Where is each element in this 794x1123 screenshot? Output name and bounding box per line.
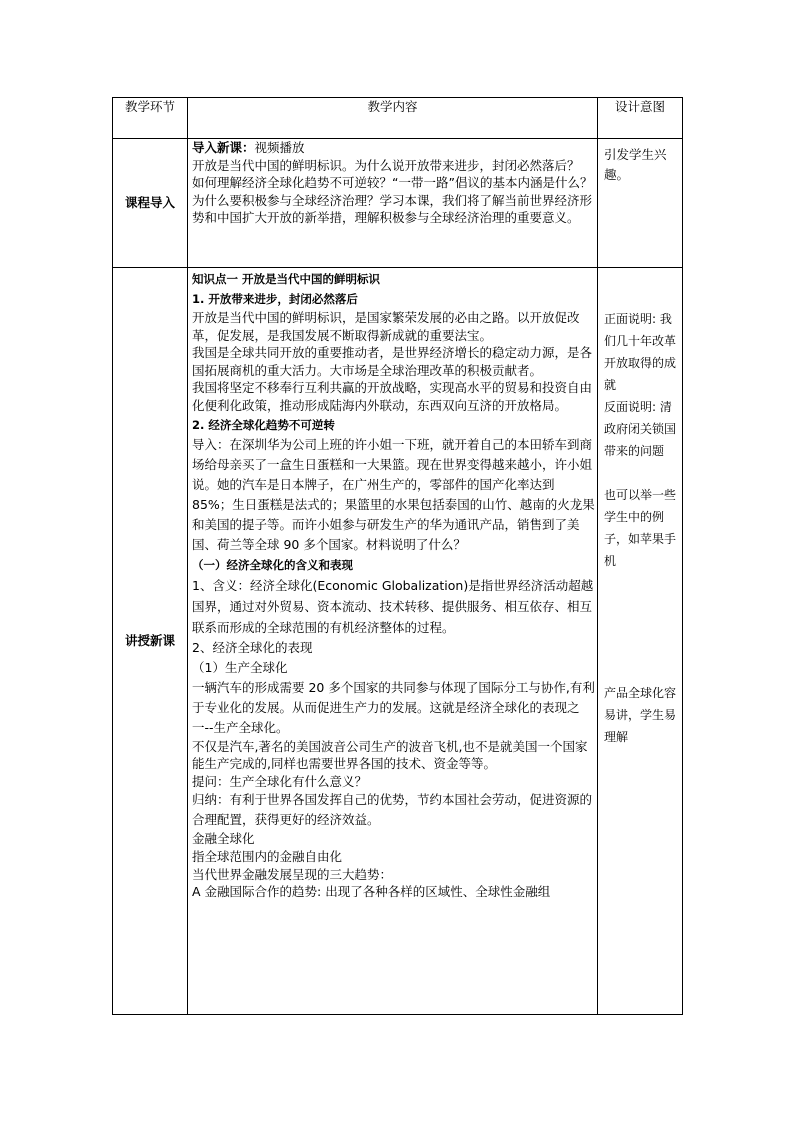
paragraph-14: 当代世界金融发展呈现的三大趋势： [192,866,393,882]
header-design-intent: 设计意图 [598,98,683,139]
lecture-intent-cell [598,268,683,1015]
paragraph-7: （1）生产全球化 [192,659,288,675]
intro-section-label: 课程导入 [113,139,188,268]
paragraph-9: 不仅是汽车,著名的美国波音公司生产的波音飞机,也不是就美国一个国家能生产完成的,同样也需要世界各国的技术、资金等等。 [192,738,588,772]
header-teaching-stage: 教学环节 [113,98,188,139]
paragraph-4: 导入：在深圳华为公司上班的许小姐一下班，就开着自己的本田轿车到商场给母亲买了一盒生日蛋糕和一大果篮。现在世界变得越来越小，许小姐说。她的汽车是日本牌子，在广州生产的，零部件的国产化率达到 85%；生日蛋糕是法式的；果篮里的水果包括泰国的山竹、越南的火龙果和美国的提子等。而许小姐参与研发生产的华为通讯产品，销售到了美国、荷兰等全球 90 多个国家。材料说明了什么？ [192,436,595,552]
intro-row [113,139,683,268]
paragraph-8: 一辆汽车的形成需要 20 多个国家的共同参与体现了国际分工与协作,有利于专业化的发展。从而促进生产力的发展。这就是经济全球化的表现之一--生产全球化。 [192,679,595,735]
paragraph-3: 我国将坚定不移奉行互利共赢的开放战略，实现高水平的贸易和投资自由化便利化政策，推动形成陆海内外联动，东西双向互济的开放格局。 [192,380,593,413]
intro-intent: 引发学生兴趣。 [604,147,667,182]
heading-3: （一）经济全球化的含义和表现 [192,557,353,572]
heading-2: 2. 经济全球化趋势不可逆转 [192,417,335,432]
intent-negative: 反面说明: 清政府闭关锁国带来的问题 [604,400,677,458]
paragraph-13: 指全球范围内的金融自由化 [192,848,343,864]
paragraph-6: 2、经济全球化的表现 [192,639,313,655]
paragraph-11: 归纳：有利于世界各国发挥自己的优势，节约本国社会劳动，促进资源的合理配置，获得更好的经济效益。 [192,792,593,828]
intro-lead-bold: 导入新课： [192,140,255,155]
knowledge-point-1: 知识点一 开放是当代中国的鲜明标识 [192,272,381,286]
heading-1: 1. 开放带来进步，封闭必然落后 [192,292,358,306]
lecture-section-label: 讲授新课 [113,268,188,1015]
paragraph-10: 提问：生产全球化有什么意义？ [192,773,368,789]
intent-product: 产品全球化容易讲，学生易理解 [604,686,677,744]
intro-lead-rest: 视频播放 [254,140,305,155]
intent-positive: 正面说明: 我们几十年改革开放取得的成就 [604,312,677,392]
intro-line-2: 如何理解经济全球化趋势不可逆较？“一带一路”倡议的基本内涵是什么？为什么要积极参与全球经济治理？学习本课，我们将了解当前世界经济形势和中国扩大开放的新举措，理解积极参与全球经济治理的重要意义。 [192,175,593,226]
intro-intent-cell [598,139,683,268]
lecture-content-cell [188,268,598,1015]
header-teaching-content: 教学内容 [188,98,598,139]
intro-line-1: 开放是当代中国的鲜明标识。为什么说开放带来进步，封闭必然落后？ [192,157,580,173]
intro-lead [192,139,595,157]
lesson-plan-table [112,97,683,1015]
intent-example: 也可以举一些学生中的例子，如苹果手机 [604,488,677,568]
paragraph-2: 我国是全球共同开放的重要推动者，是世界经济增长的稳定动力源，是各国拓展商机的重大活力。大市场是全球治理改革的积极贡献者。 [192,345,593,378]
table-header-row [113,98,683,139]
paragraph-12: 金融全球化 [192,831,255,847]
lecture-row [113,268,683,1015]
intro-content-cell [188,139,598,268]
paragraph-5: 1、含义：经济全球化(Economic Globalization)是指世界经济活动超越国界，通过对外贸易、资本流动、技术转移、提供服务、相互依存、相互联系而形成的全球范围的有机经济整体的过程。 [192,577,594,635]
paragraph-1: 开放是当代中国的鲜明标识，是国家繁荣发展的必由之路。以开放促改革，促发展，是我国发展不断取得新成就的重要法宝。 [192,310,580,343]
paragraph-15: A 金融国际合作的趋势: 出现了各种各样的区域性、全球性金融组 [192,884,551,900]
